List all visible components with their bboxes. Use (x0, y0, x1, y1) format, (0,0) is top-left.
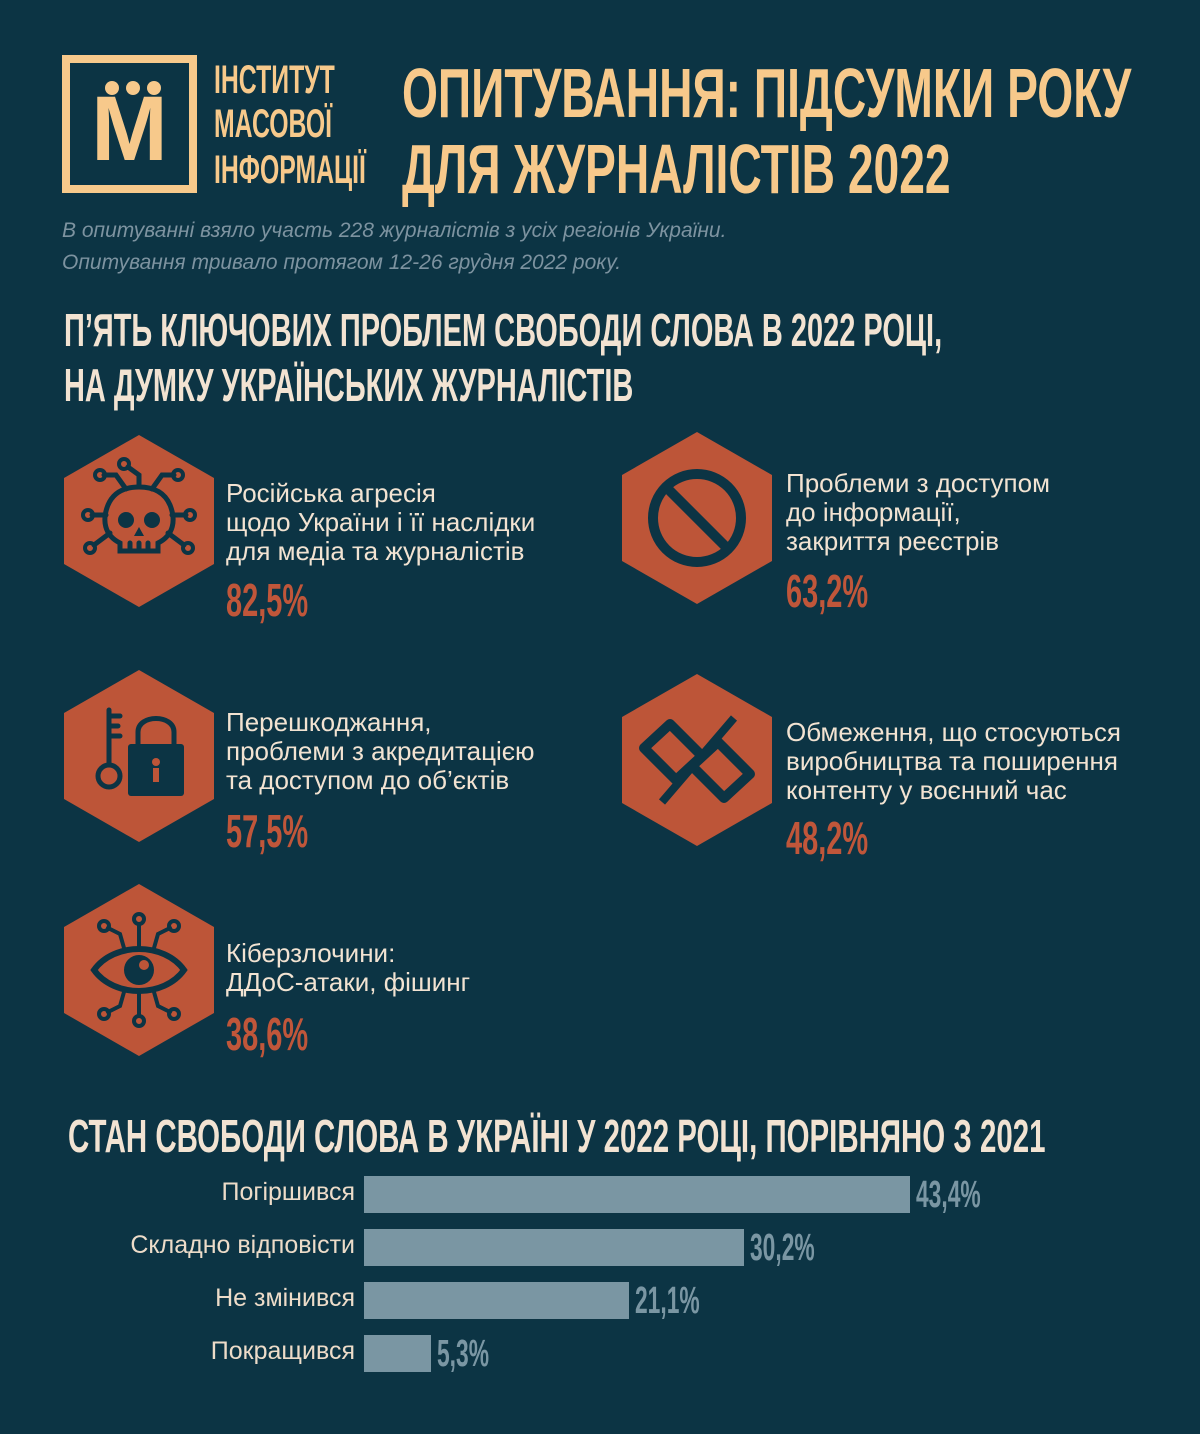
page-title-line-2: ДЛЯ ЖУРНАЛІСТІВ 2022 (402, 130, 951, 208)
bar-category-label: Не змінився (215, 1284, 355, 1312)
intro-line-2: Опитування тривало протягом 12-26 грудня 2022 року. (62, 251, 622, 274)
bar-value-label: 5,3% (437, 1333, 489, 1375)
key-lock-icon (64, 670, 214, 842)
logo-text-line-3: ІНФОРМАЦІЇ (214, 148, 366, 192)
issue-4-value: 48,2% (786, 812, 869, 864)
prohibited-icon (622, 432, 772, 604)
intro-line-1: В опитуванні взяло участь 228 журналістів з усіх регіонів України. (62, 219, 727, 242)
skull-circuit-icon (64, 435, 214, 607)
bar-value-label: 21,1% (635, 1280, 700, 1322)
bar-category-label: Складно відповісти (130, 1231, 355, 1259)
issue-1-value: 82,5% (226, 574, 309, 626)
issue-3-label: Перешкоджання, проблеми з акредитацією та доступом до об’єктів (226, 707, 535, 795)
cyber-eye-icon (64, 884, 214, 1056)
issue-2-value: 63,2% (786, 565, 869, 617)
bar-category-label: Погіршився (221, 1178, 355, 1206)
bar (364, 1335, 431, 1372)
issues-heading-line-1: П’ЯТЬ КЛЮЧОВИХ ПРОБЛЕМ СВОБОДИ СЛОВА В 2022 РОЦІ, (64, 304, 943, 356)
bar-category-label: Покращився (210, 1337, 355, 1365)
issue-5-label: Кіберзлочини: ДДоС-атаки, фішинг (226, 938, 471, 997)
chart-title: СТАН СВОБОДИ СЛОВА В УКРАЇНІ У 2022 РОЦІ, ПОРІВНЯНО З 2021 (68, 1110, 1046, 1162)
logo-text-line-1: ІНСТИТУТ (214, 58, 335, 102)
issues-heading-line-2: НА ДУМКУ УКРАЇНСЬКИХ ЖУРНАЛІСТІВ (64, 359, 634, 411)
logo-letter: М (91, 78, 168, 180)
issue-1-label: Російська агресія щодо України і її наслідки для медіа та журналістів (226, 478, 536, 566)
bar (364, 1282, 629, 1319)
logo-mark (62, 55, 197, 193)
issue-4-label: Обмеження, що стосуються виробництва та поширення контенту у воєнний час (786, 717, 1122, 805)
bar-value-label: 43,4% (916, 1174, 981, 1216)
bar-value-label: 30,2% (750, 1227, 815, 1269)
issue-5-value: 38,6% (226, 1008, 309, 1060)
issue-3-value: 57,5% (226, 805, 309, 857)
broken-link-icon (622, 674, 772, 846)
bar (364, 1176, 910, 1213)
issue-2-label: Проблеми з доступом до інформації, закриття реєстрів (786, 468, 1050, 556)
page-title-line-1: ОПИТУВАННЯ: ПІДСУМКИ РОКУ (402, 54, 1132, 132)
bar (364, 1229, 744, 1266)
logo-text-line-2: МАСОВОЇ (214, 102, 332, 146)
